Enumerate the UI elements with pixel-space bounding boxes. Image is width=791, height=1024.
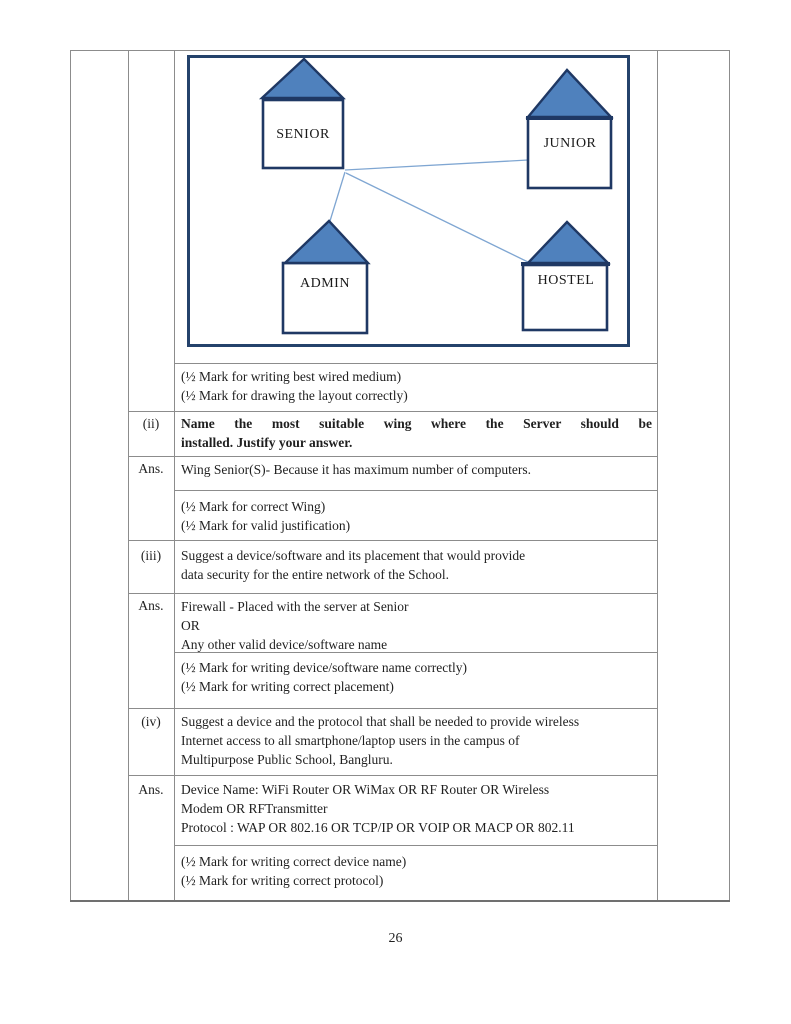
marks-line: (½ Mark for writing device/software name correctly) — [181, 660, 468, 675]
answer-label: Ans. — [138, 461, 164, 476]
question-number-iv: (iv) — [141, 714, 161, 729]
marks-note-iv — [181, 852, 652, 890]
marks-line: (½ Mark for writing correct protocol) — [181, 873, 384, 888]
question-line: installed. Justify your answer. — [181, 435, 353, 450]
answer-label: Ans. — [138, 598, 164, 613]
answer-line: Modem OR RFTransmitter — [181, 801, 328, 816]
answer-line: Protocol : WAP OR 802.16 OR TCP/IP OR VOIP OR MACP OR 802.11 — [181, 820, 575, 835]
admin-label: ADMIN — [300, 276, 350, 291]
marks-line: (½ Mark for valid justification) — [181, 518, 351, 533]
question-iii-text — [181, 546, 652, 584]
hostel-house-roof-icon — [528, 222, 608, 263]
question-line: Internet access to all smartphone/laptop users in the campus of — [181, 733, 520, 748]
question-line: Suggest a device and the protocol that shall be needed to provide wireless — [181, 714, 580, 729]
grid-line — [174, 363, 657, 364]
admin-house-roof-icon — [285, 221, 368, 263]
admin-house-body — [283, 263, 367, 333]
marks-line: (½ Mark for writing best wired medium) — [181, 369, 402, 384]
marks-line: (½ Mark for writing correct placement) — [181, 679, 394, 694]
answer-iv-text — [181, 780, 652, 837]
marks-line: (½ Mark for writing correct device name) — [181, 854, 407, 869]
connector-senior-hostel — [346, 173, 530, 263]
grid-line — [128, 775, 657, 776]
grid-line — [70, 50, 71, 901]
senior-label: SENIOR — [276, 127, 330, 142]
answer-line: Firewall - Placed with the server at Senior — [181, 599, 409, 614]
grid-line — [729, 50, 730, 901]
hostel-label: HOSTEL — [537, 273, 595, 288]
grid-line — [128, 593, 657, 594]
answer-iii-text — [181, 597, 652, 654]
question-line: data security for the entire network of the School. — [181, 567, 450, 582]
grid-line — [128, 708, 657, 709]
grid-line — [70, 50, 730, 51]
grid-line — [174, 845, 657, 846]
junior-house-roof-icon — [528, 70, 611, 117]
question-number-ii: (ii) — [142, 416, 160, 431]
grid-line — [174, 50, 175, 901]
answer-ii-text — [181, 460, 652, 479]
grid-line — [174, 490, 657, 491]
connector-senior-junior — [345, 160, 528, 170]
grid-line — [128, 411, 657, 412]
marks-note-diagram — [181, 367, 652, 405]
junior-label: JUNIOR — [543, 136, 597, 151]
question-number-iii: (iii) — [140, 548, 162, 563]
page-number: 26 — [388, 931, 403, 946]
marks-line: (½ Mark for correct Wing) — [181, 499, 326, 514]
answer-line: OR — [181, 618, 200, 633]
question-line: Name the most suitable wing where the Server should be — [181, 416, 652, 431]
answer-line: Wing Senior(S)- Because it has maximum number of computers. — [181, 462, 532, 477]
question-ii-text — [181, 414, 652, 452]
marks-note-iii — [181, 658, 652, 696]
answer-label: Ans. — [138, 782, 164, 797]
network-diagram-frame — [187, 55, 630, 347]
junior-house-body — [528, 118, 611, 188]
answer-line: Device Name: WiFi Router OR WiMax OR RF Router OR Wireless — [181, 782, 550, 797]
connector-senior-admin — [330, 172, 345, 221]
question-line: Multipurpose Public School, Bangluru. — [181, 752, 393, 767]
question-line: Suggest a device/software and its placement that would provide — [181, 548, 526, 563]
grid-line — [70, 900, 730, 902]
answer-line: Any other valid device/software name — [181, 637, 388, 652]
grid-line — [657, 50, 658, 901]
grid-line — [128, 456, 657, 457]
marks-line: (½ Mark for drawing the layout correctly) — [181, 388, 408, 403]
grid-line — [128, 540, 657, 541]
network-diagram — [190, 58, 627, 344]
marks-note-ii — [181, 497, 652, 535]
question-iv-text — [181, 712, 652, 769]
senior-house-roof-icon — [262, 59, 343, 98]
